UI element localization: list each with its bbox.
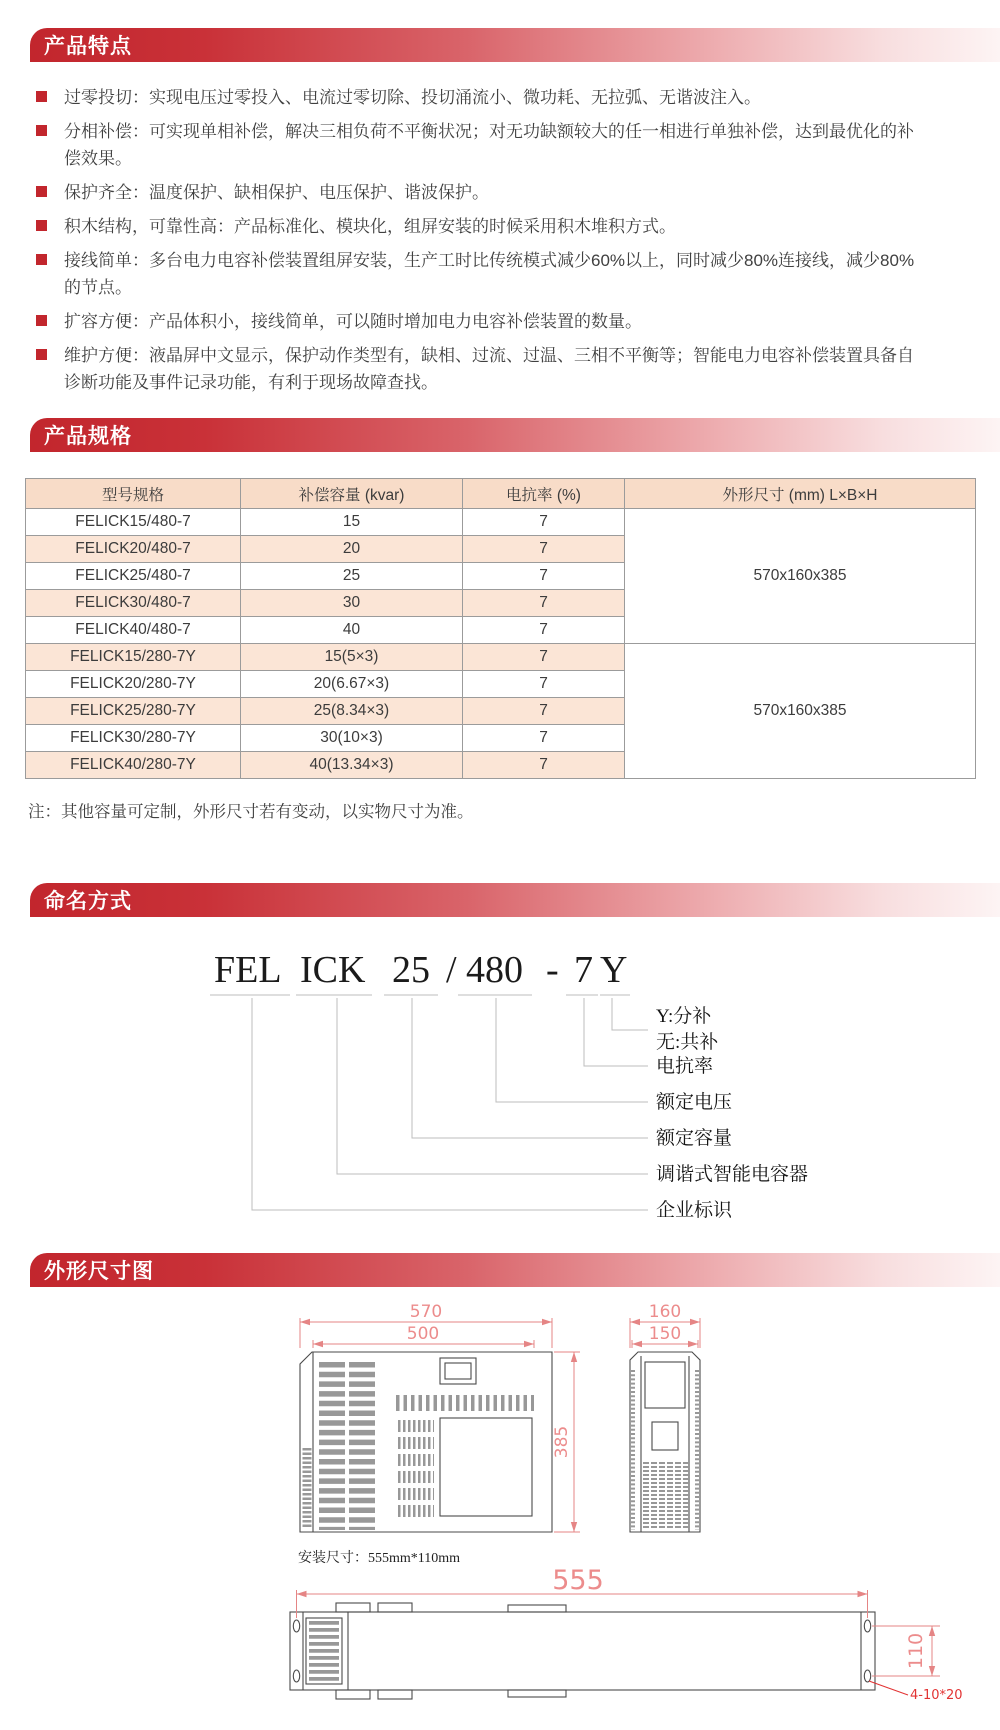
col-header-dimensions: 外形尺寸 (mm) L×B×H xyxy=(625,479,976,509)
table-row xyxy=(26,644,976,671)
dim-label-150: 150 xyxy=(648,1324,682,1344)
feature-item xyxy=(36,118,920,172)
dim-label-385: 385 xyxy=(552,1425,572,1459)
reactance-cell: 7 xyxy=(463,509,625,536)
reactance-cell: 7 xyxy=(463,536,625,563)
bullet-square-icon xyxy=(36,220,47,231)
dim-label-500: 500 xyxy=(406,1324,440,1344)
capacity-cell: 20 xyxy=(241,536,463,563)
code-token-voltage: 480 xyxy=(466,949,523,991)
model-cell: FELICK40/280-7Y xyxy=(26,752,241,779)
label-voltage: 额定电压 xyxy=(656,1092,733,1113)
label-capacity: 额定容量 xyxy=(656,1128,733,1149)
reactance-cell: 7 xyxy=(463,590,625,617)
feature-item xyxy=(36,84,920,111)
feature-list xyxy=(36,84,920,403)
capacity-cell: 25 xyxy=(241,563,463,590)
col-header-model: 型号规格 xyxy=(26,479,241,509)
label-split-y: Y:分补 xyxy=(656,1006,712,1027)
model-cell: FELICK15/280-7Y xyxy=(26,644,241,671)
model-cell: FELICK25/480-7 xyxy=(26,563,241,590)
dim-label-110: 110 xyxy=(905,1632,927,1670)
feature-text: 保护齐全：温度保护、缺相保护、电压保护、谐波保护。 xyxy=(64,183,489,202)
reactance-cell: 7 xyxy=(463,563,625,590)
bullet-square-icon xyxy=(36,254,47,265)
reactance-cell: 7 xyxy=(463,644,625,671)
label-split-none: 无:共补 xyxy=(656,1032,719,1053)
naming-labels xyxy=(656,1005,808,1221)
model-cell: FELICK30/280-7Y xyxy=(26,725,241,752)
capacity-cell: 30(10×3) xyxy=(241,725,463,752)
code-token-split: Y xyxy=(600,949,628,991)
capacity-cell: 25(8.34×3) xyxy=(241,698,463,725)
dimensions-cell: 570x160x385 xyxy=(625,644,976,779)
label-product: 调谐式智能电容器 xyxy=(656,1164,809,1185)
feature-text: 扩容方便：产品体积小，接线简单，可以随时增加电力电容补偿装置的数量。 xyxy=(64,312,642,331)
table-row xyxy=(26,509,976,536)
model-cell: FELICK30/480-7 xyxy=(26,590,241,617)
label-reactance: 电抗率 xyxy=(656,1056,714,1077)
bullet-square-icon xyxy=(36,125,47,136)
spec-table xyxy=(25,478,976,779)
model-cell: FELICK20/480-7 xyxy=(26,536,241,563)
bullet-square-icon xyxy=(36,315,47,326)
col-header-reactance: 电抗率 (%) xyxy=(463,479,625,509)
code-token-dash: - xyxy=(546,949,559,991)
col-header-capacity: 补偿容量 (kvar) xyxy=(241,479,463,509)
section-title-naming: 命名方式 xyxy=(44,890,132,913)
feature-text: 维护方便：液晶屏中文显示，保护动作类型有，缺相、过流、过温、三相不平衡等；智能电力电容补偿装置具备自诊断功能及事件记录功能，有利于现场故障查找。 xyxy=(64,346,914,392)
dim-label-holes: 4-10*20 xyxy=(910,1688,963,1703)
feature-item xyxy=(36,342,920,396)
install-size-note: 安装尺寸：555mm*110mm xyxy=(298,1551,461,1566)
spec-table-header-row xyxy=(26,479,976,509)
feature-text: 分相补偿：可实现单相补偿，解决三相负荷不平衡状况；对无功缺额较大的任一相进行单独补偿，达到最优化的补偿效果。 xyxy=(64,122,914,168)
section-title-outline: 外形尺寸图 xyxy=(44,1260,154,1283)
model-cell: FELICK25/280-7Y xyxy=(26,698,241,725)
code-token-slash: / xyxy=(446,949,457,991)
bottom-view-drawing xyxy=(290,1603,875,1699)
dim-label-555: 555 xyxy=(552,1565,604,1596)
dim-label-160: 160 xyxy=(648,1302,682,1322)
reactance-cell: 7 xyxy=(463,752,625,779)
table-note: 注：其他容量可定制，外形尺寸若有变动，以实物尺寸为准。 xyxy=(28,803,474,821)
banner-outline xyxy=(30,1253,1000,1287)
capacity-cell: 30 xyxy=(241,590,463,617)
dimensions-cell: 570x160x385 xyxy=(625,509,976,644)
feature-item xyxy=(36,213,920,240)
code-token-product: ICK xyxy=(300,949,366,991)
outline-drawing xyxy=(0,1300,1000,1730)
naming-code xyxy=(214,949,627,991)
code-token-capacity: 25 xyxy=(392,949,430,991)
front-view-vents xyxy=(307,1362,534,1530)
dim-label-570: 570 xyxy=(409,1302,443,1322)
reactance-cell: 7 xyxy=(463,725,625,752)
capacity-cell: 20(6.67×3) xyxy=(241,671,463,698)
feature-text: 积木结构，可靠性高：产品标准化、模块化，组屏安装的时候采用积木堆积方式。 xyxy=(64,217,676,236)
model-cell: FELICK20/280-7Y xyxy=(26,671,241,698)
feature-text: 过零投切：实现电压过零投入、电流过零切除、投切涌流小、微功耗、无拉弧、无谐波注入。 xyxy=(64,88,761,107)
banner-naming xyxy=(30,883,1000,917)
feature-text: 接线简单：多台电力电容补偿装置组屏安装，生产工时比传统模式减少60%以上，同时减少80%连接线，减少80%的节点。 xyxy=(64,251,915,297)
capacity-cell: 15(5×3) xyxy=(241,644,463,671)
code-token-company: FEL xyxy=(214,949,282,991)
section-title-features: 产品特点 xyxy=(44,35,132,58)
side-view-drawing xyxy=(630,1352,700,1532)
banner-product-features xyxy=(30,28,1000,62)
code-token-reactance: 7 xyxy=(574,949,593,991)
bullet-square-icon xyxy=(36,186,47,197)
bullet-square-icon xyxy=(36,91,47,102)
bullet-square-icon xyxy=(36,349,47,360)
capacity-cell: 40(13.34×3) xyxy=(241,752,463,779)
reactance-cell: 7 xyxy=(463,617,625,644)
reactance-cell: 7 xyxy=(463,671,625,698)
capacity-cell: 15 xyxy=(241,509,463,536)
feature-item xyxy=(36,247,920,301)
naming-connector-lines xyxy=(210,995,648,1210)
section-title-specs: 产品规格 xyxy=(44,425,132,448)
model-cell: FELICK15/480-7 xyxy=(26,509,241,536)
banner-product-specs xyxy=(30,418,1000,452)
label-company: 企业标识 xyxy=(656,1200,733,1221)
feature-item xyxy=(36,308,920,335)
feature-item xyxy=(36,179,920,206)
model-cell: FELICK40/480-7 xyxy=(26,617,241,644)
capacity-cell: 40 xyxy=(241,617,463,644)
reactance-cell: 7 xyxy=(463,698,625,725)
naming-diagram xyxy=(0,930,1000,1230)
